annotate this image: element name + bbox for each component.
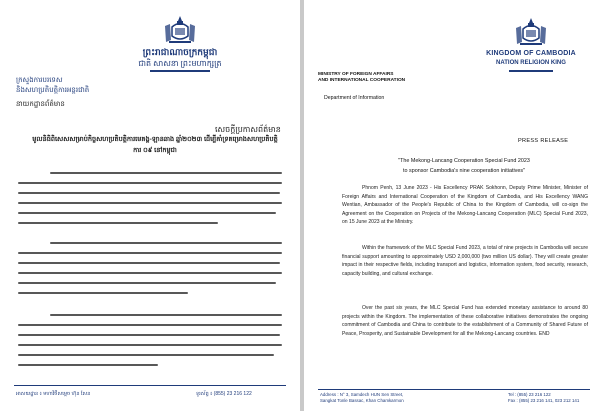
ministry-name-line1: MINISTRY OF FOREIGN AFFAIRS [318, 72, 394, 77]
headline-line2: to sponsor Cambodia's nine cooperation initiatives" [403, 168, 525, 174]
footer-address-line2: Sangkat Tonle Bassac, Khan Chamkarmon [320, 398, 404, 403]
headline-line1: "The Mekong-Lancang Cooperation Special Fund 2023 [398, 158, 530, 164]
press-release-headline: មូលនិធិពិសេសសម្រាប់កិច្ចសហប្រតិបត្តិការមេគង្គ-ឡានឆាង ឆ្នាំ២០២៣ ដើម្បីគាំទ្រគម្រោងសហប្រតិបត្តិការ ០៩ នៅកម្ពុជា [32, 136, 278, 154]
ministry-name-line2: AND INTERNATIONAL COOPERATION [318, 78, 406, 83]
department-name: នាយកដ្ឋានព័ត៌មាន [16, 100, 65, 108]
motto-ornament-divider [509, 70, 553, 72]
body-paragraph-3: Over the past six years, the MLC Special Fund has extended monetary assistance to around 80 projects within the Kingdom. The implementation of these collaborative initiatives demonstrates the ongoing commitment of Cambodia and China to contribute to the establishment of a Community of Shared Future of Peace, Prosperity, and Sustainable Development for all the Mekong-Lancang countries. END [342, 305, 588, 337]
footer-contact [508, 392, 579, 404]
kingdom-title: KINGDOM OF CAMBODIA [486, 50, 576, 57]
body-paragraph-1: Phnom Penh, 13 June 2023 - His Excellency PRAK Sokhonn, Deputy Prime Minister, Minister of Foreign Affairs and International Cooperation of the Kingdom of Cambodia, and His Excellency WANG Wentian, Ambassador of the People's Republic of China to the Kingdom of Cambodia, will co-sign the Agreement on the Cooperation on Projects of the Mekong-Lancang Cooperation (MLC) Special Fund 2023, on 15 June 2023 at the Ministry. [342, 185, 588, 225]
ministry-name [318, 72, 405, 84]
motto-ornament-divider [150, 70, 210, 72]
footer-rule [318, 389, 590, 390]
ministry-name-line1: ក្រសួងការបរទេស [16, 76, 63, 84]
press-release-title: PRESS RELEASE [518, 138, 569, 144]
department-name: Department of Information [324, 95, 385, 101]
footer-phone: ទូរស័ព្ទ ៖ (855) 23 216 122 [196, 391, 252, 397]
khmer-press-release-page [0, 0, 300, 411]
footer-address-line1: Address : N° 3, Samdech HUN Sen Street, [320, 392, 404, 397]
press-release-title: សេចក្តីប្រកាសព័ត៌មាន [215, 125, 281, 134]
body-paragraph-2: Within the framework of the MLC Special Fund 2023, a total of nine projects in Cambodia will secure financial support amounting to approximately USD 2,000,000 (two million US dollar). They will create greater impact in their respective fields, including transport and logistics, information system, food security, research, capacity building, and cultural exchange. [342, 245, 588, 277]
footer-address [320, 392, 404, 404]
footer-fax: Fax : (855) 23 216 141, 023 212 141 [508, 398, 580, 403]
ministry-name-line2: និងសហប្រតិបត្តិការអន្តរជាតិ [16, 86, 90, 94]
english-press-release-page [304, 0, 604, 411]
royal-coat-of-arms-emblem [514, 16, 548, 48]
footer-address: អាសយដ្ឋាន ៖ មហាវិថីសម្តេច ហ៊ុន សែន [16, 391, 91, 397]
national-motto: NATION RELIGION KING [496, 60, 566, 66]
footer-tel: Tel : (855) 23 216 122 [508, 392, 551, 397]
national-motto: ជាតិ សាសនា ព្រះមហាក្សត្រ [138, 59, 222, 68]
footer-rule [14, 385, 286, 386]
kingdom-title: ព្រះរាជាណាចក្រកម្ពុជា [142, 47, 218, 57]
royal-coat-of-arms-emblem [163, 14, 197, 46]
